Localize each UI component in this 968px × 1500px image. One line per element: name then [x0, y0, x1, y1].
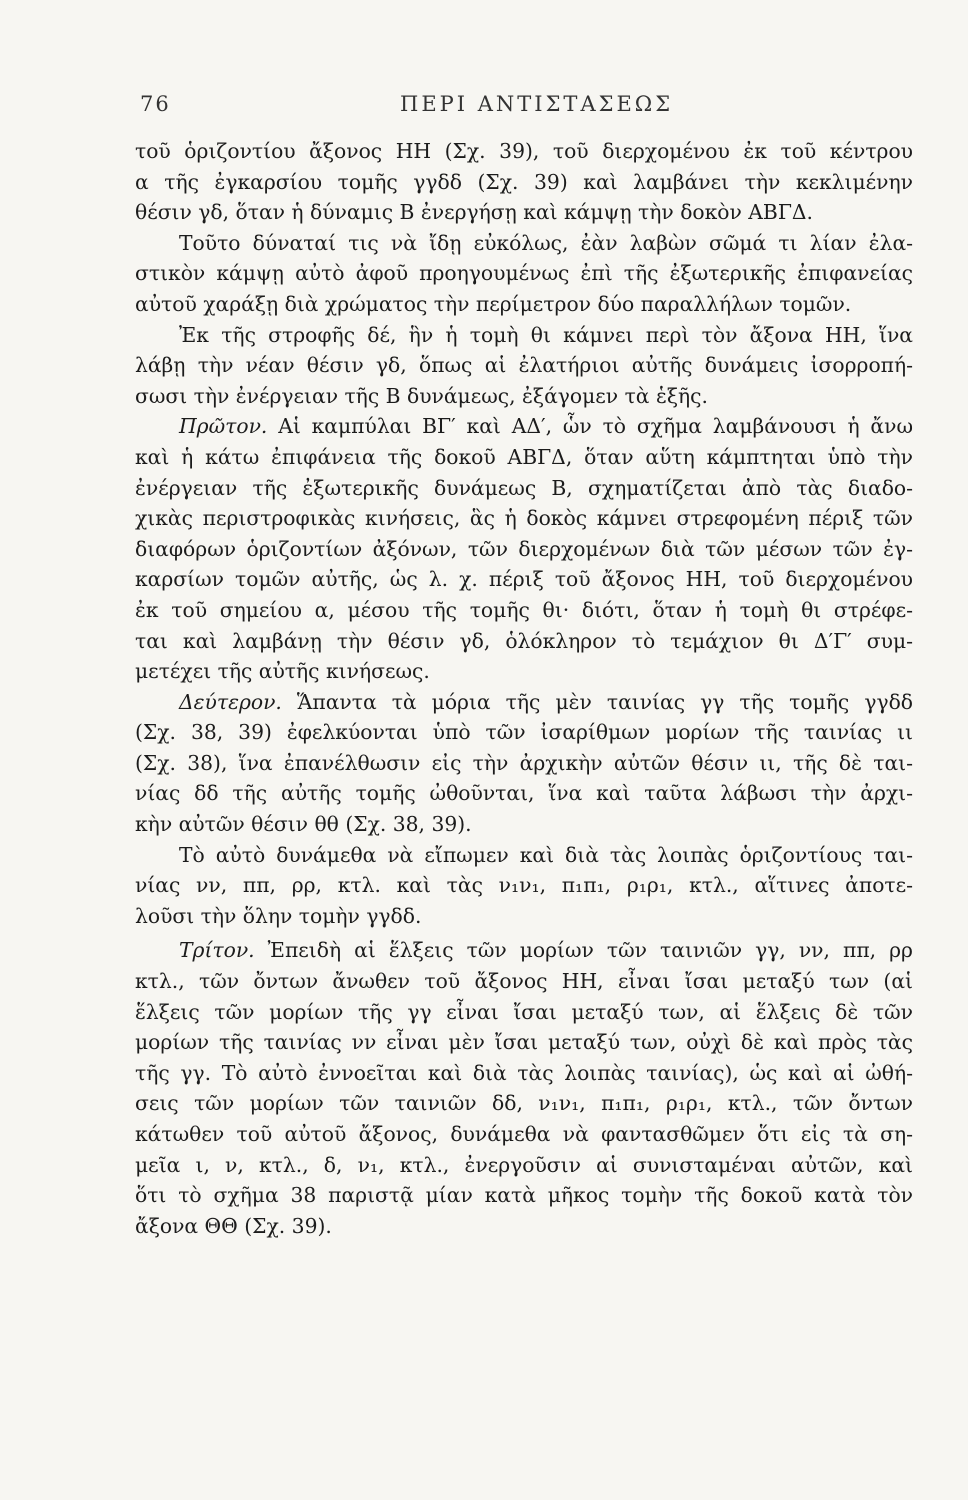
text-line: διαφόρων ὁριζοντίων ἀξόνων, τῶν διερχομένων διὰ τῶν μέσων τῶν ἐγ-: [135, 536, 913, 561]
text-line: καρσίων τομῶν αὐτῆς, ὡς λ. χ. πέριξ τοῦ ἄξονος ΗΗ, τοῦ διερχομένου: [135, 567, 913, 592]
text-line: [135, 687, 913, 718]
text-line: (Σχ. 38, 39) ἐφελκύονται ὑπὸ τῶν ἰσαρίθμων μορίων τῆς ταινίας ιι: [135, 720, 913, 745]
page-header: [140, 92, 910, 122]
text-line: Τοῦτο δύναταί τις νὰ ἴδῃ εὐκόλως, ἐὰν λαβὼν σῶμά τι λίαν ἐλα-: [179, 230, 913, 255]
text-line: μετέχει τῆς αὐτῆς κινήσεως.: [135, 659, 430, 684]
body-text: [135, 136, 913, 1241]
text-line: (Σχ. 38), ἵνα ἐπανέλθωσιν εἰς τὴν ἀρχικὴν αὐτῶν θέσιν ιι, τῆς δὲ ται-: [135, 750, 913, 775]
text-line: [135, 411, 913, 442]
text-line: θέσιν γδ, ὅταν ἡ δύναμις Β ἐνεργήσῃ καὶ κάμψῃ τὴν δοκὸν ΑΒΓΔ.: [135, 200, 813, 225]
text-line: α τῆς ἐγκαρσίου τομῆς γγδδ (Σχ. 39) καὶ λαμβάνει τὴν κεκλιμένην: [135, 169, 913, 194]
text-line: καὶ ἡ κάτω ἐπιφάνεια τῆς δοκοῦ ΑΒΓΔ, ὅταν αὕτη κάμπτηται ὑπὸ τὴν: [135, 444, 913, 469]
paragraph-second: [135, 687, 913, 840]
text-line: ἕλξεις τῶν μορίων τῆς γγ εἶναι ἴσαι μεταξύ των, αἱ ἕλξεις δὲ τῶν: [135, 999, 913, 1024]
paragraph-first: [135, 411, 913, 686]
text-line: ἐκ τοῦ σημείου α, μέσου τῆς τομῆς θι· διότι, ὅταν ἡ τομὴ θι στρέφε-: [135, 597, 913, 622]
paragraph: [135, 228, 913, 320]
text-line: λάβῃ τὴν νέαν θέσιν γδ, ὅπως αἱ ἐλατήριοι αὐτῆς δυνάμεις ἰσορροπή-: [135, 353, 913, 378]
text-line: τοῦ ὁριζοντίου ἄξονος ΗΗ (Σχ. 39), τοῦ διερχομένου ἐκ τοῦ κέντρου: [135, 139, 913, 163]
text-line: κὴν αὐτῶν θέσιν θθ (Σχ. 38, 39).: [135, 812, 472, 837]
text-line: ὅτι τὸ σχῆμα 38 παριστᾷ μίαν κατὰ μῆκος τομὴν τῆς δοκοῦ κατὰ τὸν: [135, 1183, 913, 1208]
running-title: ΠΕΡΙ ΑΝΤΙΣΤΑΣΕΩΣ: [400, 92, 674, 116]
text-line: κτλ., τῶν ὄντων ἄνωθεν τοῦ ἄξονος ΗΗ, εἶναι ἴσαι μεταξύ των (αἱ: [135, 969, 913, 994]
section-lead: Τρίτον.: [179, 938, 255, 963]
page-number: 76: [140, 92, 171, 116]
text-line: νίας νν, ππ, ρρ, κτλ. καὶ τὰς ν₁ν₁, π₁π₁, ρ₁ρ₁, κτλ., αἵτινες ἀποτε-: [135, 873, 913, 898]
text-line: [135, 935, 913, 966]
text-line: μεῖα ι, ν, κτλ., δ, ν₁, κτλ., ἐνεργοῦσιν αἱ συνισταμέναι αὐτῶν, καὶ: [135, 1152, 913, 1177]
text-line: νίας δδ τῆς αὐτῆς τομῆς ὠθοῦνται, ἵνα καὶ ταῦτα λάβωσι τὴν ἀρχι-: [135, 781, 913, 806]
text-span: Αἱ καμπύλαι ΒΓ′ καὶ ΑΔ′, ὧν τὸ σχῆμα λαμβάνουσι ἡ ἄνω: [278, 414, 913, 439]
paragraph-third: [135, 935, 913, 1241]
text-line: χικὰς περιστροφικὰς κινήσεις, ἃς ἡ δοκὸς κάμνει στρεφομένη πέριξ τῶν: [135, 506, 913, 531]
section-lead: Πρῶτον.: [179, 414, 268, 439]
text-line: κάτωθεν τοῦ αὐτοῦ ἄξονος, δυνάμεθα νὰ φαντασθῶμεν ὅτι εἰς τὰ ση-: [135, 1122, 913, 1146]
paragraph: [135, 840, 913, 932]
text-line: Τὸ αὐτὸ δυνάμεθα νὰ εἴπωμεν καὶ διὰ τὰς λοιπὰς ὁριζοντίους ται-: [179, 842, 913, 867]
text-span: Ἐπειδὴ αἱ ἕλξεις τῶν μορίων τῶν ταινιῶν γγ, νν, ππ, ρρ: [267, 938, 913, 963]
text-line: σωσι τὴν ἐνέργειαν τῆς Β δυνάμεως, ἐξάγομεν τὰ ἑξῆς.: [135, 383, 708, 408]
text-line: Ἐκ τῆς στροφῆς δέ, ἣν ἡ τομὴ θι κάμνει περὶ τὸν ἄξονα ΗΗ, ἵνα: [179, 322, 913, 347]
section-lead: Δεύτερον.: [179, 689, 282, 714]
text-line: αὐτοῦ χαράξῃ διὰ χρώματος τὴν περίμετρον δύο παραλλήλων τομῶν.: [135, 291, 852, 316]
text-line: στικὸν κάμψῃ αὐτὸ ἀφοῦ προηγουμένως ἐπὶ τῆς ἐξωτερικῆς ἐπιφανείας: [135, 261, 913, 286]
text-span: Ἅπαντα τὰ μόρια τῆς μὲν ταινίας γγ τῆς τομῆς γγδδ: [296, 689, 913, 714]
text-line: λοῦσι τὴν ὅλην τομὴν γγδδ.: [135, 903, 422, 928]
text-line: ἄξονα ΘΘ (Σχ. 39).: [135, 1213, 332, 1238]
text-line: τῆς γγ. Τὸ αὐτὸ ἐννοεῖται καὶ διὰ τὰς λοιπὰς ταινίας), ὡς καὶ αἱ ὠθή-: [135, 1060, 913, 1085]
text-line: ἐνέργειαν τῆς ἐξωτερικῆς δυνάμεως Β, σχηματίζεται ἀπὸ τὰς διαδο-: [135, 475, 913, 500]
text-line: σεις τῶν μορίων τῶν ταινιῶν δδ, ν₁ν₁, π₁π₁, ρ₁ρ₁, κτλ., τῶν ὄντων: [135, 1091, 913, 1116]
paragraph: [135, 320, 913, 412]
text-line: μορίων τῆς ταινίας νν εἶναι μὲν ἴσαι μεταξύ των, οὐχὶ δὲ καὶ πρὸς τὰς: [135, 1030, 913, 1055]
paragraph: [135, 136, 913, 228]
text-line: ται καὶ λαμβάνῃ τὴν θέσιν γδ, ὁλόκληρον τὸ τεμάχιον θι Δ′Γ′ συμ-: [135, 628, 913, 653]
